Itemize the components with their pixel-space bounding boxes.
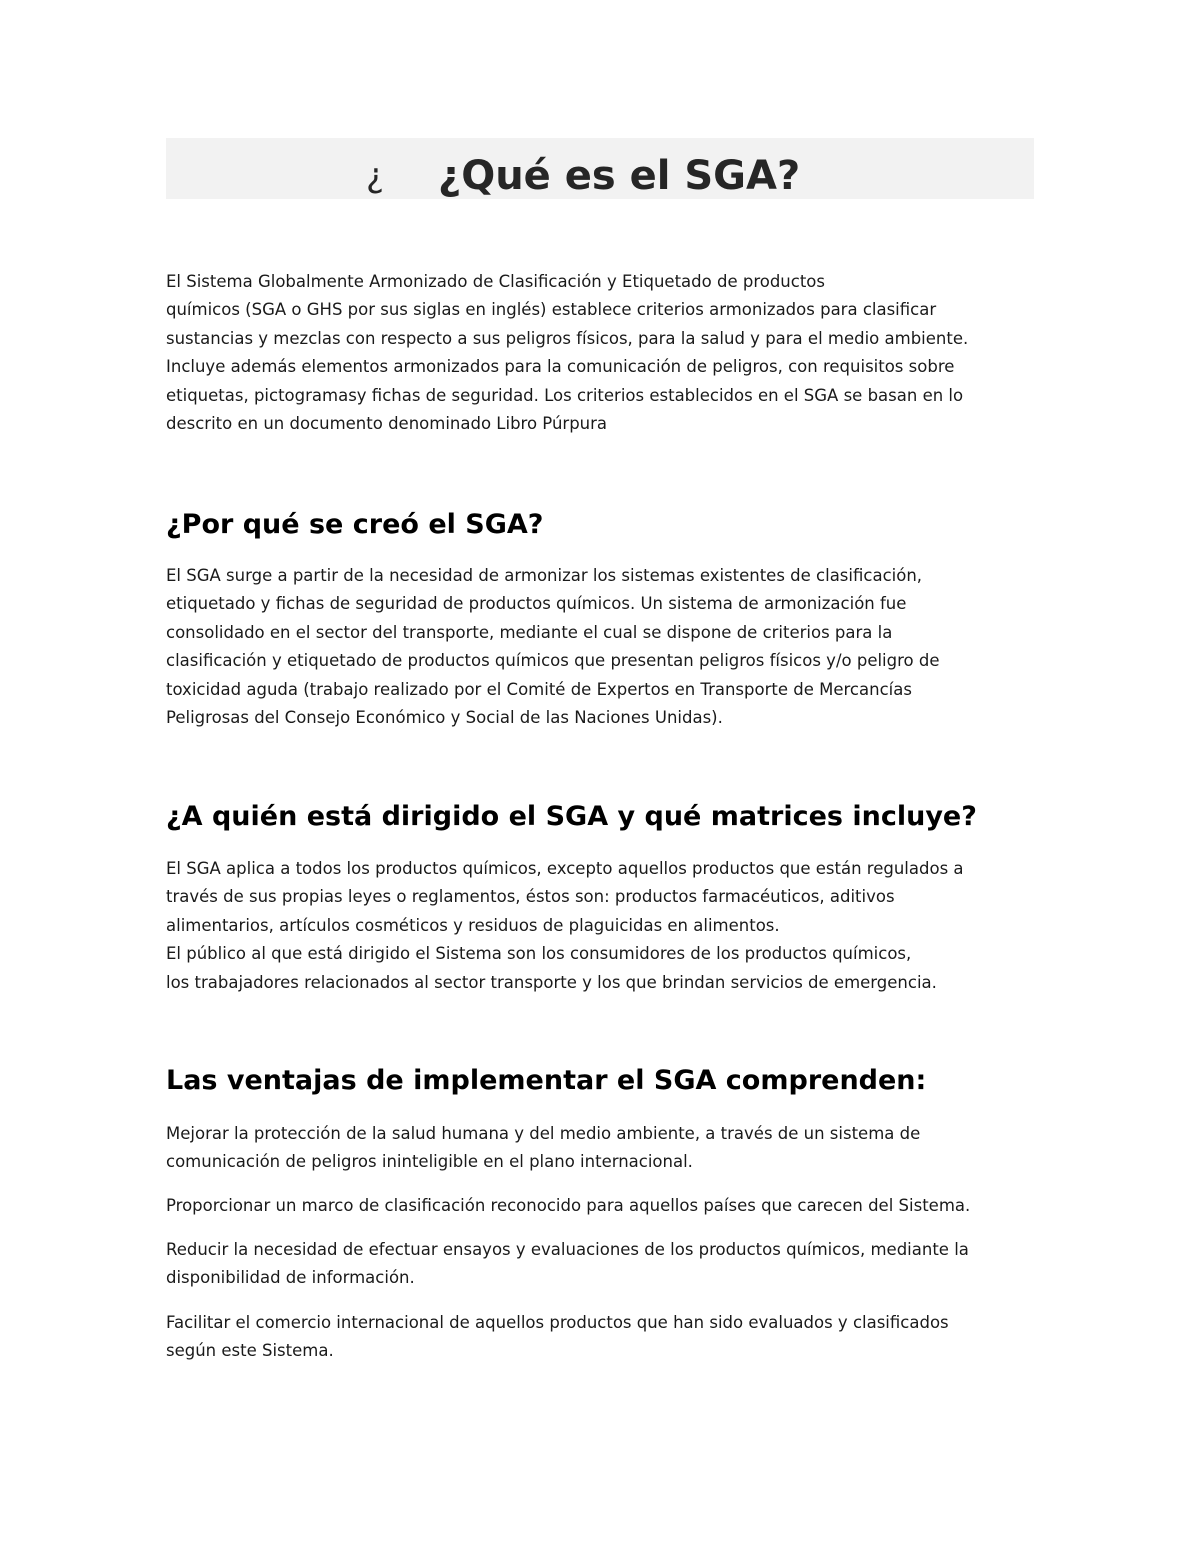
- text-line: Mejorar la protección de la salud humana y del medio ambiente, a través de un sistema de: [166, 1124, 921, 1143]
- text-line: descrito en un documento denominado Libro Púrpura: [166, 414, 608, 434]
- text-line: disponibilidad de información.: [166, 1268, 415, 1288]
- advantage-item: [166, 1192, 1034, 1220]
- text-line: alimentarios, artículos cosméticos y residuos de plaguicidas en alimentos.: [166, 915, 780, 935]
- heading-why: ¿Por qué se creó el SGA?: [166, 509, 544, 540]
- title-inverted-question-mark: ¿: [366, 156, 385, 196]
- text-line: clasificación y etiquetado de productos químicos que presentan peligros físicos y/o peligro de: [166, 651, 940, 671]
- text-line: comunicación de peligros ininteligible en el plano internacional.: [166, 1152, 693, 1172]
- text-line: Incluye además elementos armonizados para la comunicación de peligros, con requisitos sobre: [166, 357, 955, 377]
- text-line: etiquetado y fichas de seguridad de productos químicos. Un sistema de armonización fue: [166, 594, 907, 614]
- text-line: El SGA aplica a todos los productos químicos, excepto aquellos productos que están regulados a: [166, 859, 964, 878]
- page-title: ¿Qué es el SGA?: [438, 153, 801, 199]
- advantage-item: [166, 1120, 1034, 1177]
- heading-who: ¿A quién está dirigido el SGA y qué matrices incluye?: [166, 801, 977, 832]
- advantage-item: [166, 1309, 1034, 1366]
- text-line: etiquetas, pictogramasy fichas de seguridad. Los criterios establecidos en el SGA se basan en lo: [166, 385, 964, 405]
- text-line: El Sistema Globalmente Armonizado de Clasificación y Etiquetado de productos: [166, 272, 826, 291]
- text-line: Proporcionar un marco de clasificación reconocido para aquellos países que carecen del Sistema.: [166, 1196, 971, 1215]
- text-line: Peligrosas del Consejo Económico y Social de las Naciones Unidas).: [166, 708, 723, 728]
- text-line: través de sus propias leyes o reglamentos, éstos son: productos farmacéuticos, aditivos: [166, 887, 895, 907]
- heading-advantages: Las ventajas de implementar el SGA comprenden:: [166, 1065, 927, 1096]
- text-line: sustancias y mezclas con respecto a sus peligros físicos, para la salud y para el medio ambiente.: [166, 328, 969, 348]
- text-line: Reducir la necesidad de efectuar ensayos y evaluaciones de los productos químicos, mediante la: [166, 1240, 969, 1259]
- text-line: El SGA surge a partir de la necesidad de armonizar los sistemas existentes de clasificación,: [166, 566, 923, 585]
- intro-paragraph: [166, 268, 1034, 438]
- why-paragraph: [166, 562, 1034, 732]
- text-line: toxicidad aguda (trabajo realizado por el Comité de Expertos en Transporte de Mercancías: [166, 679, 912, 699]
- text-line: químicos (SGA o GHS por sus siglas en inglés) establece criterios armonizados para clasificar: [166, 300, 937, 320]
- text-line: los trabajadores relacionados al sector transporte y los que brindan servicios de emergencia.: [166, 972, 937, 992]
- who-paragraph: [166, 855, 1034, 997]
- text-line: según este Sistema.: [166, 1341, 334, 1361]
- text-line: El público al que está dirigido el Sistema son los consumidores de los productos químicos,: [166, 944, 912, 964]
- text-line: Facilitar el comercio internacional de aquellos productos que han sido evaluados y clasificados: [166, 1313, 949, 1332]
- advantage-item: [166, 1236, 1034, 1293]
- text-line: consolidado en el sector del transporte, mediante el cual se dispone de criterios para la: [166, 622, 893, 642]
